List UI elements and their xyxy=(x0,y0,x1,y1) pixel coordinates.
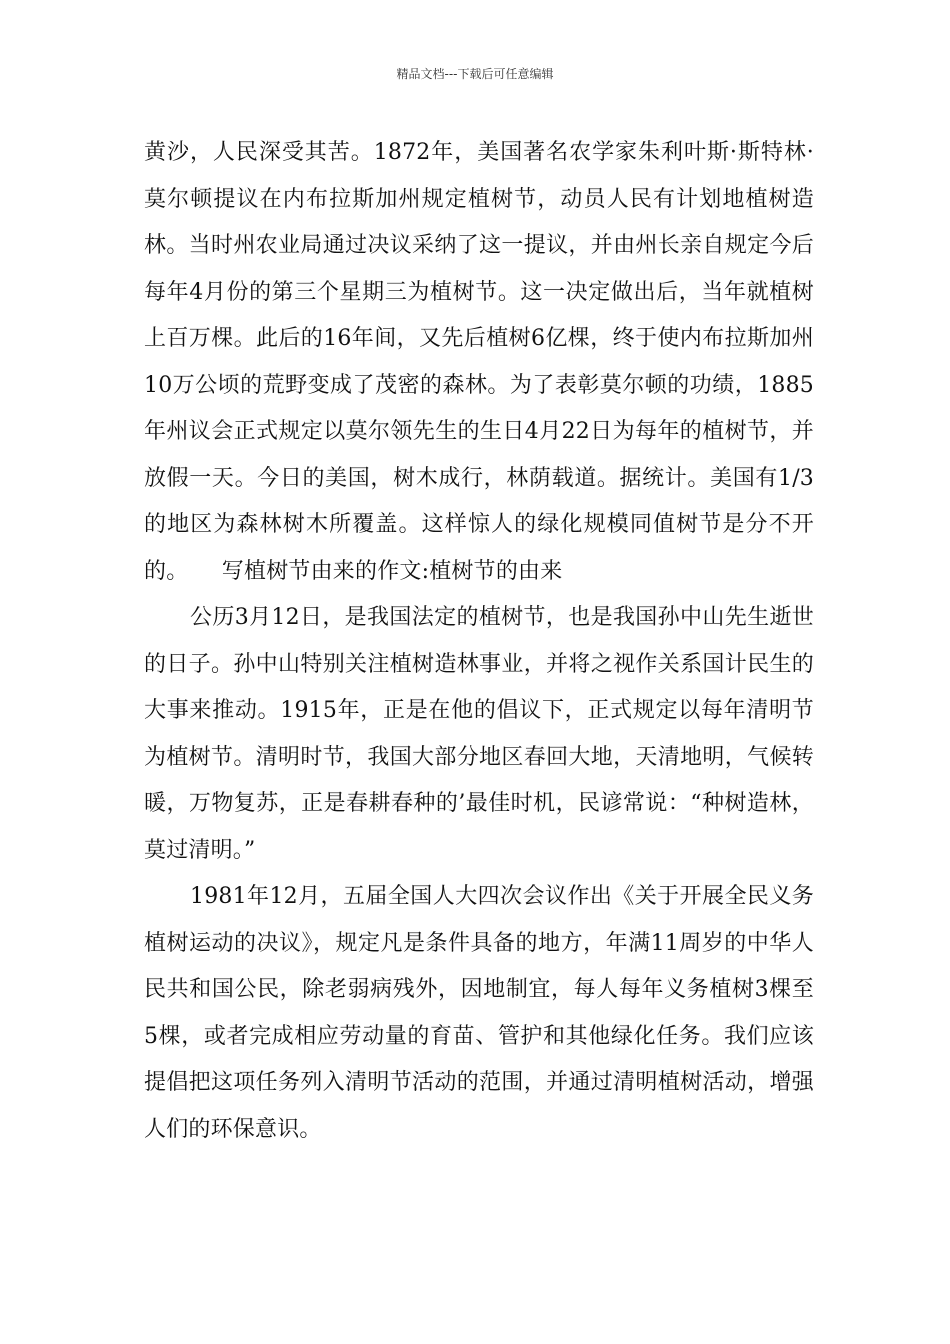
paragraph-1: 黄沙，人民深受其苦。1872年，美国著名农学家朱利叶斯·斯特林·莫尔顿提议在内布拉斯加州规定植树节，动员人民有计划地植树造林。当时州农业局通过决议采纳了这一提议，并由州长亲自规定今后每年4月份的第三个星期三为植树节。这一决定做出后，当年就植树上百万棵。此后的16年间，又先后植树6亿棵，终于使内布拉斯加州10万公顷的荒野变成了茂密的森林。为了表彰莫尔顿的功绩，1885年州议会正式规定以莫尔领先生的生日4月22日为每年的植树节，并放假一天。今日的美国，树木成行，林荫载道。据统计。美国有1/3的地区为森林树木所覆盖。这样惊人的绿化规模同值树节是分不开的。 写植树节由来的作文:植树节的由来 xyxy=(144,140,814,584)
page-header: 精品文档---下载后可任意编辑 xyxy=(396,67,554,81)
paragraph-2: 公历3月12日，是我国法定的植树节，也是我国孙中山先生逝世的日子。孙中山特别关注植树造林事业，并将之视作关系国计民生的大事来推动。1915年，正是在他的倡议下，正式规定以每年清明节为植树节。清明时节，我国大部分地区春回大地，天清地明，气候转暖，万物复苏，正是春耕春种的’最佳时机，民谚常说：“种树造林，莫过清明。” xyxy=(144,605,814,863)
document-body xyxy=(144,130,814,1153)
paragraph-3: 1981年12月，五届全国人大四次会议作出《关于开展全民义务植树运动的决议》，规定凡是条件具备的地方，年满11周岁的中华人民共和国公民，除老弱病残外，因地制宜，每人每年义务植树3棵至5棵，或者完成相应劳动量的育苗、管护和其他绿化任务。我们应该提倡把这项任务列入清明节活动的范围，并通过清明植树活动，增强人们的环保意识。 xyxy=(144,884,814,1142)
